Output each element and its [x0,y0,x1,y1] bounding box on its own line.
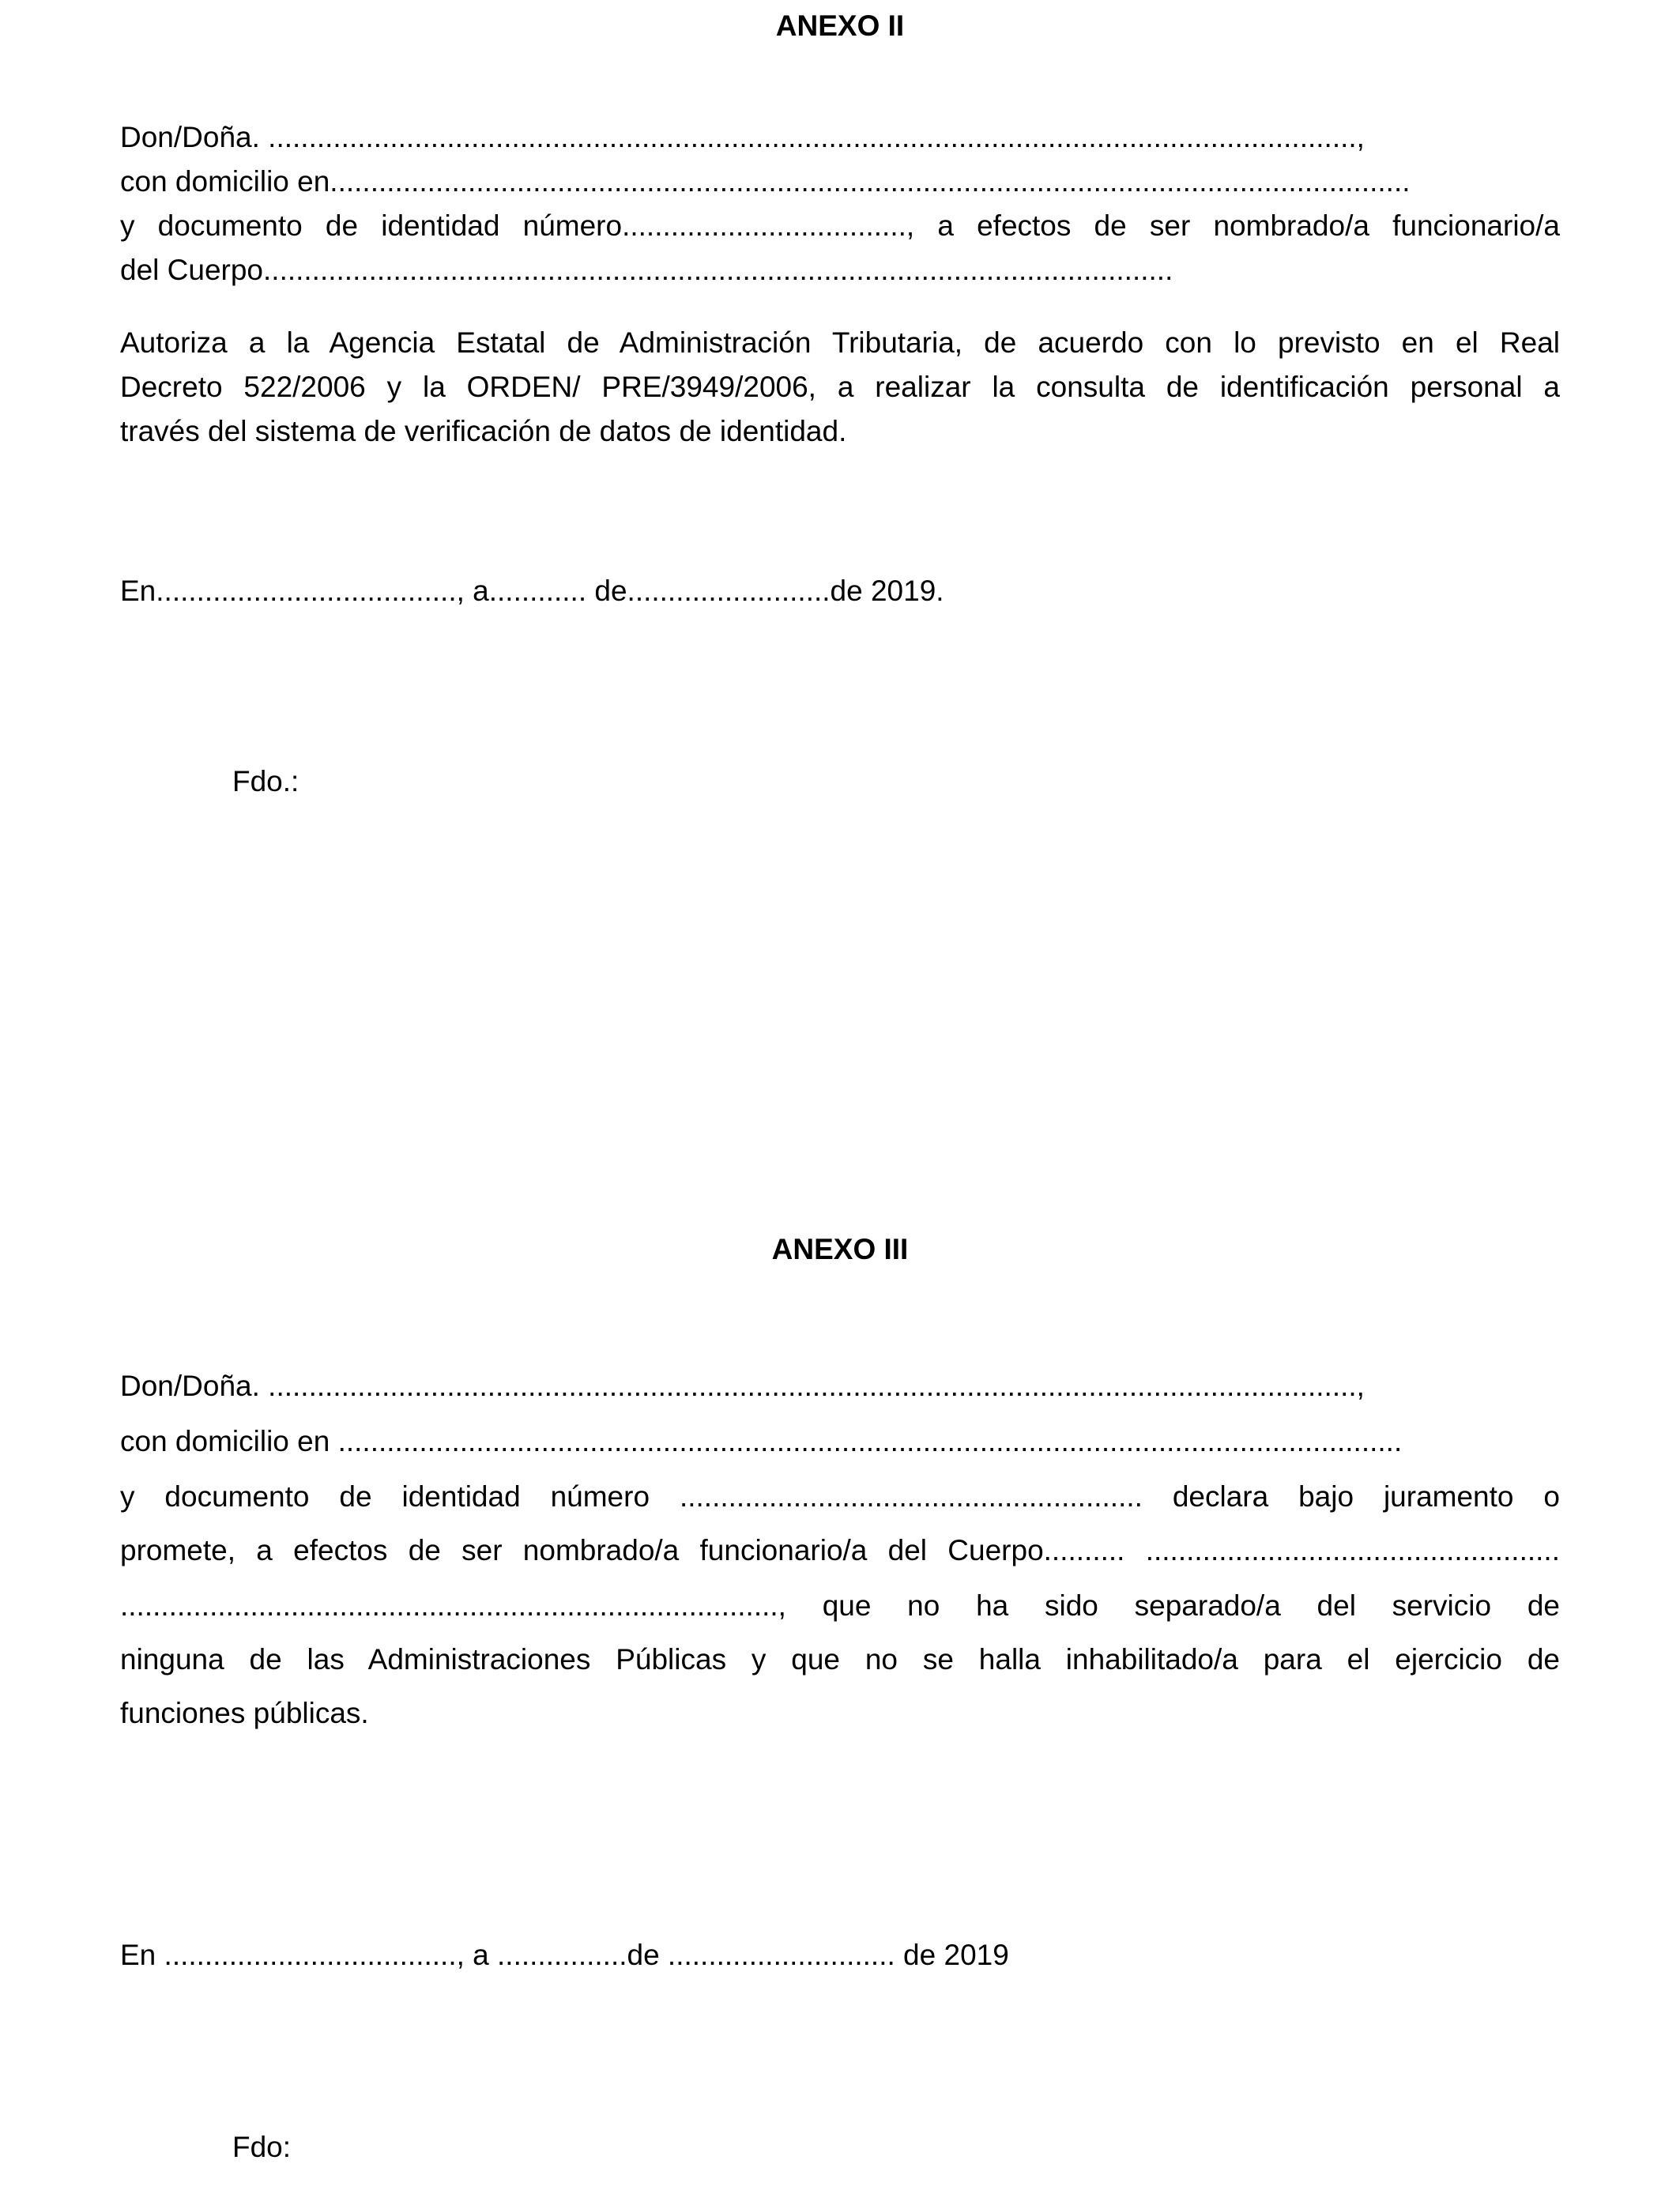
signature-label: Fdo.: [232,765,299,797]
don-dona-line: Don/Doña. ......................................................................................................................................, [120,1370,1365,1402]
documento-line: y documento de identidad número..................................., a efectos de ser nombrado/a funcionario/a [120,209,1560,242]
domicilio-line: con domicilio en..................................................................................................................................... [120,165,1411,198]
autoriza-paragraph-line-2: Decreto 522/2006 y la ORDEN/ PRE/3949/2006, a realizar la consulta de identificación personal a [120,371,1560,403]
separado-line: ................................................................................., que no ha sido separado/a del servicio de [120,1589,1560,1622]
anexo-ii-title: ANEXO II [775,9,905,42]
autoriza-paragraph-line-1: Autoriza a la Agencia Estatal de Administración Tributaria, de acuerdo con lo previsto en el Real [120,326,1560,359]
documento-line: y documento de identidad número ......................................................... declara bajo juramento o [120,1480,1560,1513]
signature-label: Fdo: [232,2131,292,2163]
domicilio-line: con domicilio en ................................................................................................................................... [120,1425,1403,1457]
funciones-line: funciones públicas. [120,1697,369,1729]
don-dona-line: Don/Doña. ......................................................................................................................................, [120,121,1365,153]
administraciones-line: ninguna de las Administraciones Públicas y que no se halla inhabilitado/a para el ejercicio de [120,1643,1560,1676]
promete-line: promete, a efectos de ser nombrado/a funcionario/a del Cuerpo.......... ................................................... [120,1534,1560,1566]
cuerpo-line: del Cuerpo................................................................................................................ [120,254,1173,286]
autoriza-paragraph-line-3: través del sistema de verificación de datos de identidad. [120,415,847,447]
place-date-line: En....................................., a............ de.........................de 2019. [120,575,944,607]
place-date-line: En ...................................., a ................de ............................ de 2019 [120,1939,1009,1971]
anexo-iii-title: ANEXO III [771,1233,909,1265]
